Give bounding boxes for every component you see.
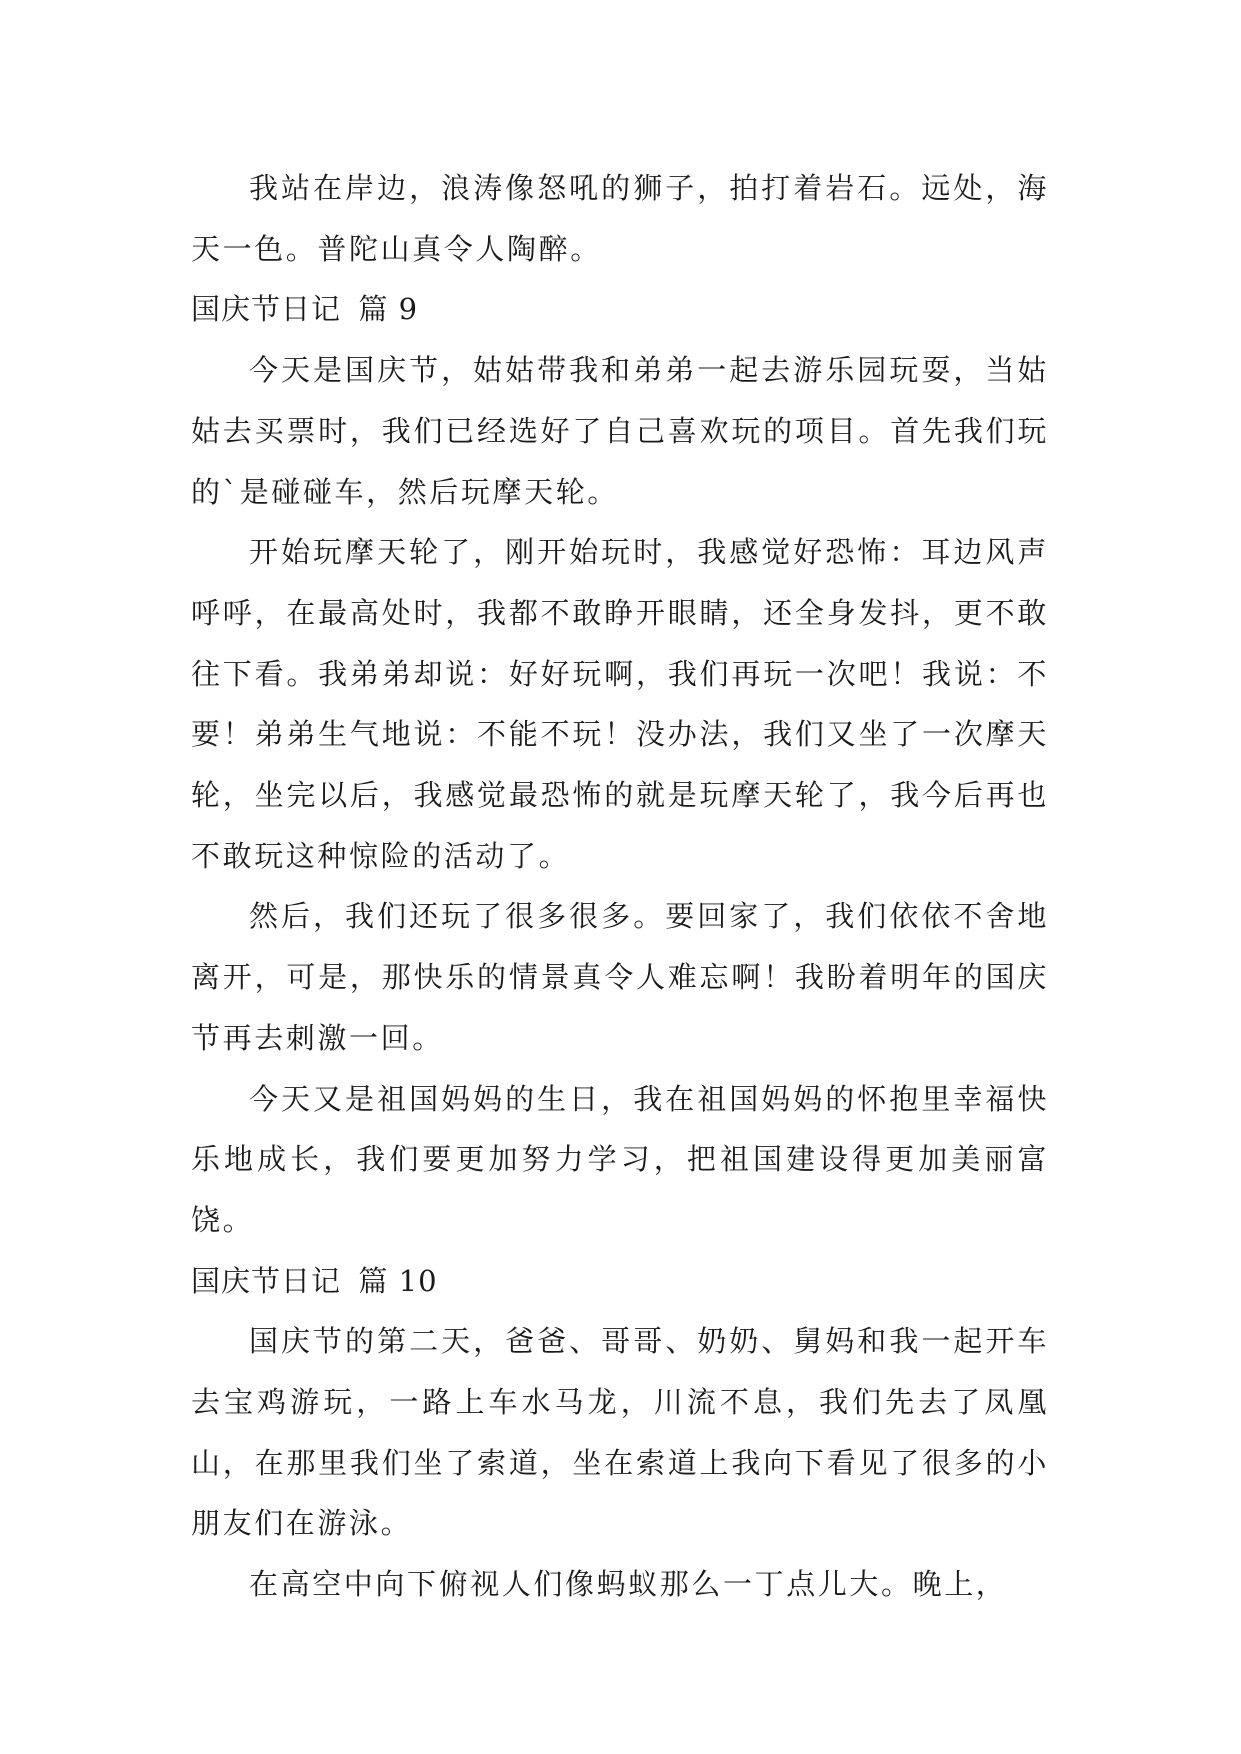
paragraph: 今天又是祖国妈妈的生日，我在祖国妈妈的怀抱里幸福快乐地成长，我们要更加努力学习，把祖国建设得更加美丽富饶。 <box>191 1081 1049 1237</box>
paragraph: 开始玩摩天轮了，刚开始玩时，我感觉好恐怖：耳边风声呼呼，在最高处时，我都不敢睁开眼睛，还全身发抖，更不敢往下看。我弟弟却说：好好玩啊，我们再玩一次吧！我说：不要！弟弟生气地说：不能不玩！没办法，我们又坐了一次摩天轮，坐完以后，我感觉最恐怖的就是玩摩天轮了，我今后再也不敢玩这种惊险的活动了。 <box>191 535 1049 873</box>
paragraph: 国庆节的第二天，爸爸、哥哥、奶奶、舅妈和我一起开车去宝鸡游玩，一路上车水马龙，川流不息，我们先去了凤凰山，在那里我们坐了索道，坐在索道上我向下看见了很多的小朋友们在游泳。 <box>191 1324 1049 1541</box>
section-heading <box>191 1251 1049 1312</box>
paragraph: 在高空中向下俯视人们像蚂蚁那么一丁点儿大。晚上， <box>249 1567 1008 1602</box>
paragraph: 今天是国庆节，姑姑带我和弟弟一起去游乐园玩耍，当姑姑去买票时，我们已经选好了自己喜欢玩的项目。首先我们玩的`是碰碰车，然后玩摩天轮。 <box>191 353 1049 509</box>
heading-title: 国庆节日记 <box>191 292 342 327</box>
paragraph: 然后，我们还玩了很多很多。要回家了，我们依依不舍地离开，可是，那快乐的情景真令人难忘啊！我盼着明年的国庆节再去刺激一回。 <box>191 899 1049 1055</box>
heading-title: 国庆节日记 <box>191 1263 342 1298</box>
paragraph: 我站在岸边，浪涛像怒吼的狮子，拍打着岩石。远处，海天一色。普陀山真令人陶醉。 <box>191 171 1049 266</box>
heading-number: 篇 10 <box>358 1263 438 1298</box>
heading-number: 篇 9 <box>358 292 419 327</box>
document-body <box>191 158 1049 1615</box>
section-heading <box>191 279 1049 340</box>
